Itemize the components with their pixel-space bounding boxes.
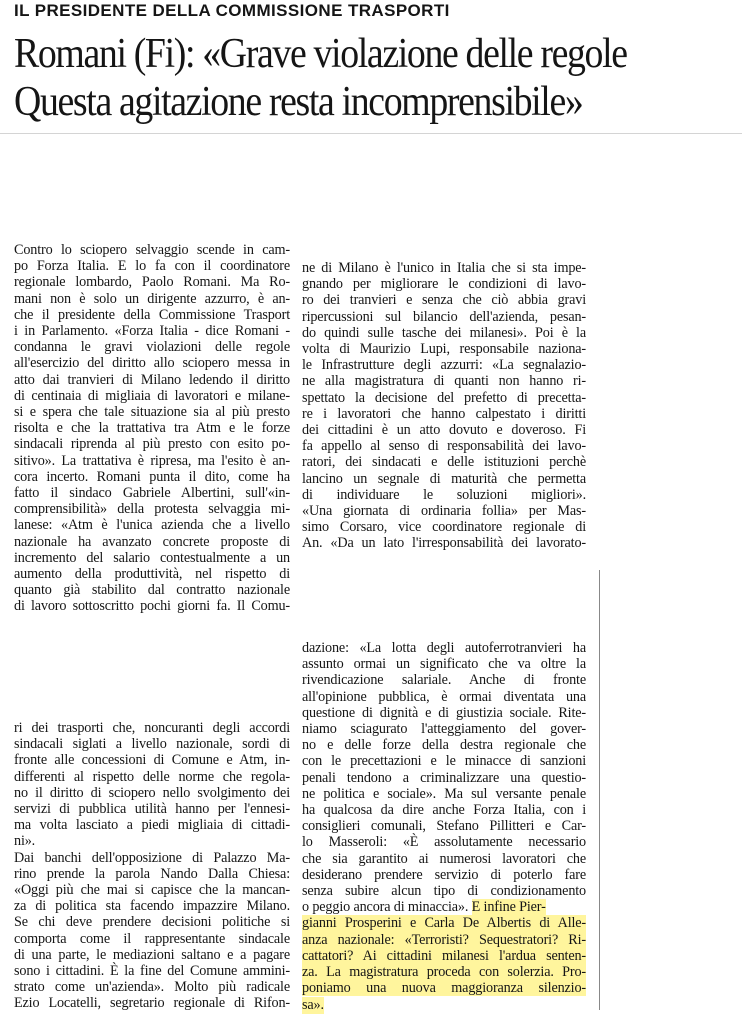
text-line: do quindi sulle tasche dei milanesi». Poi è la — [302, 324, 586, 341]
column-rule — [599, 570, 600, 1010]
text-line: differenti al rispetto delle norme che regola- — [14, 768, 290, 785]
text-line: lancino un segnale di maturità che permetta — [302, 470, 586, 487]
text-line: gnando per migliorare le condizioni di lavo- — [302, 276, 586, 293]
text-line: di una parte, le mediazioni saltano e a pagare — [14, 946, 290, 963]
text-line: quanto già stabilito dal contratto nazionale — [14, 582, 290, 599]
highlighted-text: gianni Prosperini e Carla De Albertis di Alle- — [302, 915, 586, 932]
text-line: ri dei trasporti che, noncuranti degli accordi — [14, 720, 290, 736]
text-line: penali tendono a criminalizzare una questio- — [302, 769, 586, 786]
text-line: che sia garantito ai numerosi lavoratori che — [302, 850, 586, 867]
highlighted-text: poniamo una nuova maggioranza silenzio- — [302, 980, 586, 997]
text-line: re i lavoratori che hanno calpestato i diritti — [302, 405, 586, 422]
text-line: di individuare le soluzioni migliori». — [302, 486, 586, 503]
text-line: desiderano prendere servizio di poterlo fare — [302, 866, 586, 883]
text-line: ha qualcosa da dire anche Forza Italia, con i — [302, 802, 586, 819]
text-line: simo Corsaro, vice coordinatore regionale di — [302, 519, 586, 536]
text-line: ne alla magistratura di quanti non hanno ri- — [302, 373, 586, 390]
text-line: dazione: «La lotta degli autoferrotranvieri ha — [302, 640, 586, 656]
text-line: rivendicazione salariale. Anche di fronte — [302, 672, 586, 689]
text-line: volta di Maurizio Lupi, responsabile naziona- — [302, 341, 586, 358]
text-line: ripercussioni sul bilancio dell'azienda, pesan- — [302, 308, 586, 325]
text-line: strato come un'azienda». Molto più radicale — [14, 979, 290, 996]
column-2 — [302, 260, 586, 552]
text-line: si e spera che tale situazione sia al più presto — [14, 404, 290, 421]
headline-line-1: Romani (Fi): «Grave violazione delle regole — [14, 31, 627, 77]
text-line: niamo sciagurato l'atteggiamento del gover- — [302, 721, 586, 738]
text-line: Dai banchi dell'opposizione di Palazzo Ma- — [14, 849, 290, 866]
text-line: di lavoro sottoscritto pochi giorni fa. Il Comu- — [14, 598, 290, 615]
text-line: lanese: «Atm è l'unica azienda che a livello — [14, 517, 290, 534]
highlighted-text: E infine Pier- — [471, 899, 546, 916]
text-line: ratori, dei sindacati e delle istituzioni perchè — [302, 454, 586, 471]
text-line: nazionale ha avanzato concrete proposte di — [14, 533, 290, 550]
text-line: no e delle forze della destra regionale che — [302, 737, 586, 754]
highlighted-text: sa». — [302, 997, 324, 1014]
column-4 — [302, 640, 586, 1014]
text-line: comprensibilità» della protesta selvaggia mi- — [14, 501, 290, 518]
text-line: sitivo». La trattativa è ripresa, ma l'esito è an- — [14, 452, 290, 469]
kicker: IL PRESIDENTE DELLA COMMISSIONE TRASPORTI — [14, 1, 450, 20]
text-line: all'opinione pubblica, è ormai diventata una — [302, 688, 586, 705]
highlighted-text: cattatori? Ai cittadini milanesi l'ardua senten- — [302, 947, 586, 964]
text-line: Ezio Locatelli, segretario regionale di Rifon- — [14, 995, 290, 1012]
text-line: lo Masseroli: «È assolutamente necessario — [302, 834, 586, 851]
text-line: i in Parlamento. «Forza Italia - dice Romani - — [14, 323, 290, 340]
text-line: no il diritto di sciopero nello svolgimento dei — [14, 784, 290, 801]
text-line: servizi di pubblica utilità hanno per l'ennesi- — [14, 801, 290, 818]
text-line: risolta e che la trattativa tra Atm e le forze — [14, 420, 290, 437]
text-line: «Una giornata di ordinaria follia» per Mas- — [302, 503, 586, 520]
text-line: An. «Da un lato l'irresponsabilità dei lavorato- — [302, 535, 586, 552]
text-line: «Oggi più che mai si capisce che la mancan- — [14, 882, 290, 899]
column-1 — [14, 242, 290, 615]
text-line: ne politica e sociale». Ma sul versante penale — [302, 785, 586, 802]
text-line: incremento del salario contestualmente a un — [14, 549, 290, 566]
text-line: cora incerto. Romani punta il dito, come ha — [14, 468, 290, 485]
text-line: fatto il sindaco Gabriele Albertini, sull'«in- — [14, 485, 290, 502]
text-line: mani non è solo un dirigente azzurro, è an- — [14, 290, 290, 307]
text-line: consiglieri comunali, Stefano Pillitteri e Car- — [302, 818, 586, 835]
text-line: comporta come il rappresentante sindacale — [14, 930, 290, 947]
text-line: dei cittadini è un atto dovuto e doveroso. Fi — [302, 422, 586, 439]
text-line: sindacali siglati a livello nazionale, sordi di — [14, 736, 290, 753]
highlighted-text: za. La magistratura proceda con solerzia. Pro- — [302, 964, 586, 981]
text-line: za di politica sta facendo impazzire Milano. — [14, 898, 290, 915]
text-line: fa appello al senso di responsabilità dei lavo- — [302, 438, 586, 455]
text-line: che il presidente della Commissione Trasport — [14, 306, 290, 323]
text-line: po Forza Italia. E lo fa con il coordinatore — [14, 258, 290, 275]
text-line: aumento della produttività, nel rispetto di — [14, 566, 290, 583]
headline — [14, 30, 669, 126]
text-line: ni». — [14, 833, 36, 850]
text-line: sono i cittadini. È la fine del Comune ammini- — [14, 963, 290, 980]
text-line: condanna le gravi violazioni delle regole — [14, 339, 290, 356]
column-3 — [14, 720, 290, 1012]
text-line: questione di dignità e di giustizia sociale. Rite- — [302, 704, 586, 721]
text-line: con le precettazioni e le minacce di sanzioni — [302, 753, 586, 770]
headline-divider — [0, 133, 742, 134]
text-line: ro dei tranvieri e senza che ciò abbia gravi — [302, 292, 586, 309]
text-line: Contro lo sciopero selvaggio scende in cam- — [14, 242, 290, 258]
text-line: assunto ormai un significato che va oltre la — [302, 656, 586, 673]
text-line: spettato la decisione del prefetto di precetta- — [302, 389, 586, 406]
text-line: le Infrastrutture degli azzurri: «La segnalazio- — [302, 357, 586, 374]
text-line: all'esercizio del diritto allo sciopero messa in — [14, 355, 290, 372]
text-line: atto dai tranvieri di Milano ledendo il diritto — [14, 371, 290, 388]
text-line: regionale lombardo, Paolo Romani. Ma Ro- — [14, 274, 290, 291]
text-line: senza subire alcun tipo di condizionamento — [302, 883, 586, 900]
headline-line-2: Questa agitazione resta incomprensibile» — [14, 79, 583, 125]
text-line — [302, 899, 586, 915]
text-line: ma volta lasciato a piedi migliaia di cittadi- — [14, 817, 290, 834]
text-line: ne di Milano è l'unico in Italia che si sta impe- — [302, 260, 586, 276]
text-line: sindacali riprenda al più presto con esito po- — [14, 436, 290, 453]
text-line: rino prende la parola Nando Dalla Chiesa: — [14, 865, 290, 882]
text-fragment: o peggio ancora di minaccia». — [302, 899, 472, 916]
text-line: di centinaia di migliaia di lavoratori e milane- — [14, 387, 290, 404]
text-line: Se chi deve prendere decisioni politiche si — [14, 914, 290, 931]
highlighted-text: anza nazionale: «Terroristi? Sequestratori? Ri- — [302, 931, 586, 948]
text-line: fronte alle concessioni di Comune e Atm, in- — [14, 752, 290, 769]
